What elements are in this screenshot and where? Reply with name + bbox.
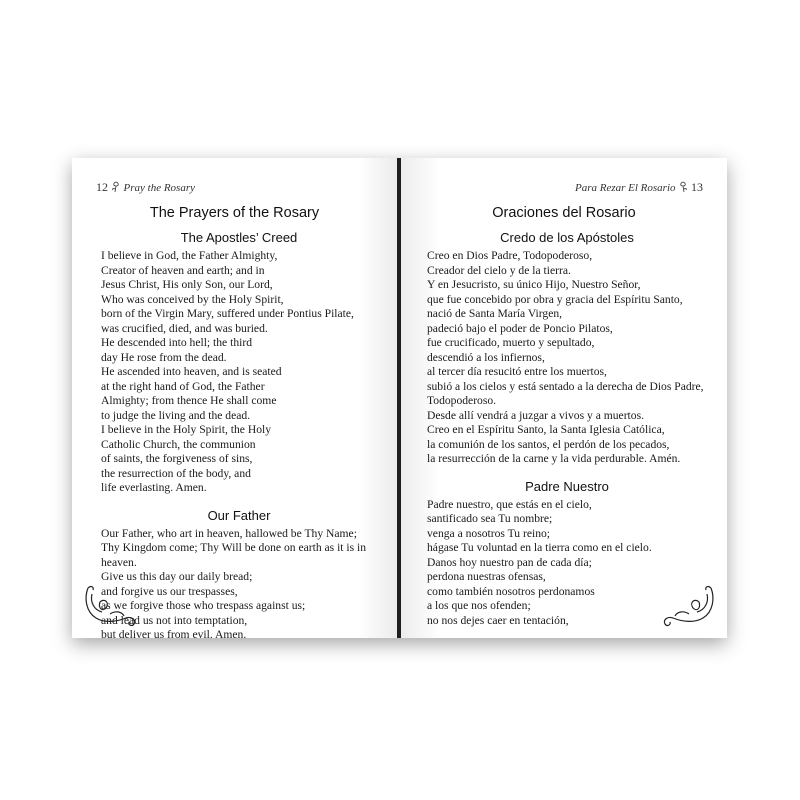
text-line: but deliver us from evil. Amen. xyxy=(101,628,247,638)
text-line: life everlasting. Amen. xyxy=(101,481,207,494)
text-line: Padre nuestro, que estás en el cielo, xyxy=(427,497,592,511)
text-line: la resurrección de la carne y la vida perdurable. Amén. xyxy=(427,452,681,465)
rose-icon xyxy=(678,181,688,193)
rose-icon xyxy=(111,181,121,193)
text-line: Give us this day our daily bread; xyxy=(101,570,253,583)
page-number-right: 13 xyxy=(691,180,703,194)
section-heading-credo: Credo de los Apóstoles xyxy=(500,230,634,245)
text-line: Almighty; from thence He shall come xyxy=(101,394,277,407)
text-line: Creator of heaven and earth; and in xyxy=(101,263,265,277)
text-line: perdona nuestras ofensas, xyxy=(427,570,546,583)
flourish-ornament-icon xyxy=(82,580,142,628)
text-line: I believe in God, the Father Almighty, xyxy=(101,249,278,262)
text-line: como también nosotros perdonamos xyxy=(427,584,595,598)
text-line: I believe in the Holy Spirit, the Holy xyxy=(101,423,272,436)
text-line: descendió a los infiernos, xyxy=(427,350,545,364)
text-line: nació de Santa María Virgen, xyxy=(427,307,563,320)
prayer-text-credo xyxy=(427,249,707,467)
page-title-right: Oraciones del Rosario xyxy=(492,205,636,221)
text-line: fue crucificado, muerto y sepultado, xyxy=(427,336,595,349)
prayer-text-apostles-creed xyxy=(101,249,377,496)
text-line: que fue concebido por obra y gracia del Espíritu Santo, xyxy=(427,292,683,306)
text-line: was crucified, died, and was buried. xyxy=(101,321,268,335)
text-line: a los que nos ofenden; xyxy=(427,599,531,612)
text-line: Jesus Christ, His only Son, our Lord, xyxy=(101,278,273,291)
text-line: Creo en el Espíritu Santo, la Santa Iglesia Católica, xyxy=(427,423,665,436)
section-heading-our-father: Our Father xyxy=(207,507,271,523)
text-line: the resurrection of the body, and xyxy=(101,466,251,480)
text-line: as we forgive those who trespass against us; xyxy=(101,599,306,612)
text-line: to judge the living and the dead. xyxy=(101,408,251,422)
running-head-right xyxy=(575,180,703,195)
running-title-left: Pray the Rosary xyxy=(123,182,195,194)
text-line: no nos dejes caer en tentación, xyxy=(427,613,569,627)
text-line: day He rose from the dead. xyxy=(101,350,227,364)
text-line: Y en Jesucristo, su único Hijo, Nuestro Señor, xyxy=(427,278,641,291)
text-line: Desde allí vendrá a juzgar a vivos y a muertos. xyxy=(427,408,644,422)
page-number-left: 12 xyxy=(96,180,108,194)
text-line: subió a los cielos y está sentado a la derecha de Dios Padre, xyxy=(427,379,704,393)
text-line: Creo en Dios Padre, Todopoderoso, xyxy=(427,249,593,262)
text-line: al tercer día resucitó entre los muertos, xyxy=(427,365,607,378)
text-line: Thy Kingdom come; Thy Will be done on earth as it is in xyxy=(101,541,367,554)
text-line: and forgive us our trespasses, xyxy=(101,584,238,598)
section-heading-padre-nuestro: Padre Nuestro xyxy=(525,478,609,494)
text-line: of saints, the forgiveness of sins, xyxy=(101,452,253,465)
right-content xyxy=(427,230,707,628)
text-line: venga a nosotros Tu reino; xyxy=(427,526,551,540)
text-line: hágase Tu voluntad en la tierra como en el cielo. xyxy=(427,541,652,554)
text-line: heaven. xyxy=(101,555,137,569)
open-book xyxy=(72,158,727,638)
running-title-right: Para Rezar El Rosario xyxy=(574,182,676,194)
page-title-left: The Prayers of the Rosary xyxy=(149,205,320,221)
text-line: born of the Virgin Mary, suffered under Pontius Pilate, xyxy=(101,307,354,320)
text-line: Todopoderoso. xyxy=(427,394,497,407)
section-heading-apostles-creed: The Apostles’ Creed xyxy=(180,230,298,245)
text-line: Who was conceived by the Holy Spirit, xyxy=(101,292,284,306)
left-page xyxy=(72,158,397,638)
text-line: Our Father, who art in heaven, hallowed be Thy Name; xyxy=(101,526,357,540)
prayer-text-our-father xyxy=(101,527,377,639)
text-line: santificado sea Tu nombre; xyxy=(427,512,553,525)
text-line: at the right hand of God, the Father xyxy=(101,379,265,393)
running-head-left xyxy=(96,180,195,195)
text-line: padeció bajo el poder de Poncio Pilatos, xyxy=(427,321,613,335)
text-line: Creador del cielo y de la tierra. xyxy=(427,263,571,277)
right-page xyxy=(401,158,727,638)
text-line: and lead us not into temptation, xyxy=(101,613,248,627)
text-line: He descended into hell; the third xyxy=(101,336,252,349)
flourish-ornament-icon xyxy=(657,580,717,628)
left-content xyxy=(101,230,377,638)
text-line: Catholic Church, the communion xyxy=(101,437,256,451)
text-line: He ascended into heaven, and is seated xyxy=(101,365,282,378)
text-line: la comunión de los santos, el perdón de los pecados, xyxy=(427,437,670,451)
text-line: Danos hoy nuestro pan de cada día; xyxy=(427,555,592,569)
